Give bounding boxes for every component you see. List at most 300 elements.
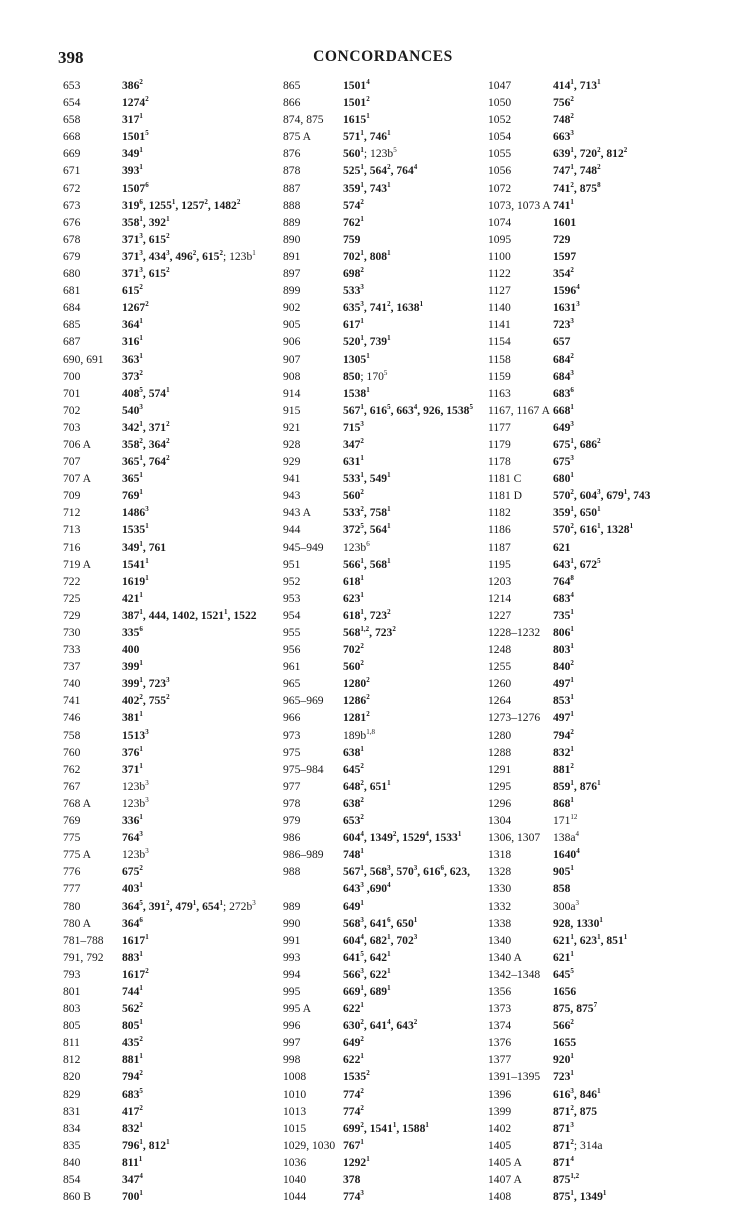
reference-part	[370, 472, 391, 485]
reference-part	[580, 1088, 601, 1101]
reference-text: 414	[553, 79, 571, 92]
reference-superscript: 2	[360, 1103, 364, 1112]
entry-key: 1407 A	[488, 1173, 522, 1186]
reference-superscript: 2	[570, 112, 574, 121]
entry-references	[343, 385, 370, 402]
entry-key: 899	[283, 284, 301, 298]
reference-superscript: 4	[413, 402, 418, 411]
entry-references	[343, 145, 397, 162]
reference-text: 764	[122, 831, 140, 845]
reference-text: 621	[553, 950, 571, 964]
entry-key: 907	[283, 352, 301, 366]
concordance-row	[283, 556, 488, 573]
entry-key: 700	[63, 369, 81, 383]
entry-references	[553, 128, 574, 145]
reference-superscript: 1	[360, 471, 364, 480]
reference-superscript: 2	[413, 1018, 418, 1027]
reference-superscript: 1	[139, 590, 143, 599]
entry-references	[553, 1017, 574, 1034]
reference-superscript: 2	[360, 266, 364, 275]
concordance-row	[488, 898, 703, 915]
reference-part	[370, 182, 391, 195]
entry-key: 1405	[488, 1138, 512, 1152]
concordance-row	[488, 111, 703, 128]
entry-key: 905	[283, 318, 301, 332]
reference-superscript: 3	[360, 966, 364, 975]
entry-references	[122, 1103, 143, 1120]
concordance-row	[283, 333, 488, 350]
reference-superscript: 2	[139, 864, 143, 873]
reference-text: ,	[570, 916, 577, 930]
reference-superscript: 1	[570, 795, 574, 804]
reference-superscript: 5	[387, 402, 391, 411]
reference-part	[122, 951, 143, 964]
reference-superscript: 1	[139, 983, 143, 992]
concordance-row	[63, 1188, 273, 1205]
reference-text: 272b	[229, 899, 253, 913]
reference-text: 641	[369, 1019, 388, 1033]
entry-references	[553, 744, 574, 761]
reference-part	[553, 797, 574, 810]
concordance-row	[488, 761, 703, 778]
reference-part	[122, 130, 149, 143]
reference-text: 525	[343, 164, 361, 178]
reference-text: 744	[122, 984, 140, 998]
entry-key: 994	[283, 967, 301, 981]
reference-superscript: 3	[360, 419, 364, 428]
reference-text: 808	[369, 249, 388, 263]
reference-superscript: 1	[360, 847, 364, 856]
entry-key: 1260	[488, 677, 512, 691]
reference-text: 761	[148, 540, 167, 554]
entry-key: 906	[283, 335, 301, 349]
reference-text: 1640	[553, 848, 577, 862]
reference-part	[553, 113, 574, 126]
reference-text: 615	[148, 267, 167, 281]
reference-part	[343, 917, 364, 930]
reference-part	[122, 318, 143, 331]
entry-key: 1052	[488, 113, 512, 127]
concordance-row	[283, 966, 488, 983]
reference-text: 747	[553, 164, 571, 178]
reference-text: ,	[573, 164, 580, 178]
entry-key: 730	[63, 626, 81, 639]
concordance-row	[488, 470, 703, 487]
reference-superscript: 1	[623, 488, 628, 497]
reference-superscript: 5	[139, 385, 143, 394]
reference-superscript: 1	[139, 607, 143, 616]
reference-text: 123b	[122, 779, 146, 793]
concordance-row	[283, 265, 488, 282]
reference-part	[553, 1019, 574, 1032]
reference-text: ,	[573, 523, 580, 537]
reference-superscript: 1	[570, 932, 574, 941]
reference-text: 123b	[370, 147, 394, 161]
reference-part	[580, 1190, 607, 1203]
concordance-row	[488, 641, 703, 658]
entry-references	[553, 778, 601, 795]
reference-part	[580, 934, 601, 947]
reference-part	[122, 934, 149, 947]
reference-part	[122, 900, 143, 913]
entry-key: 1373	[488, 1002, 512, 1016]
concordance-row	[63, 898, 273, 915]
reference-part	[343, 199, 364, 212]
reference-part	[122, 746, 143, 759]
reference-text: 698	[343, 267, 361, 281]
reference-superscript: 3	[575, 898, 580, 907]
reference-part	[553, 404, 574, 417]
reference-text: 621	[553, 540, 571, 554]
entry-key: 835	[63, 1138, 81, 1152]
entry-key: 977	[283, 779, 301, 793]
reference-part	[396, 301, 423, 314]
reference-superscript: 1	[597, 505, 601, 514]
reference-part	[229, 250, 256, 263]
reference-part	[576, 1002, 597, 1015]
concordance-row	[488, 915, 703, 932]
entry-key: 1402	[488, 1121, 512, 1135]
reference-text: 759	[343, 232, 361, 246]
entry-key: 1304	[488, 814, 512, 828]
reference-part	[370, 506, 391, 519]
reference-text: 645	[553, 967, 571, 981]
reference-superscript: 2	[139, 1069, 143, 1078]
reference-part	[396, 1019, 417, 1032]
entry-key: 780	[63, 899, 81, 913]
concordance-row	[63, 1000, 273, 1017]
reference-text: 1601	[553, 215, 577, 229]
reference-part	[149, 694, 170, 707]
concordance-row	[283, 77, 488, 94]
entry-references	[343, 1086, 364, 1103]
reference-superscript: 3	[145, 778, 149, 787]
reference-text: 723	[148, 677, 167, 691]
reference-text: 645	[343, 762, 361, 776]
reference-text: 387	[122, 608, 140, 622]
entry-key: 941	[283, 472, 301, 486]
reference-text: ,	[363, 164, 370, 178]
reference-text: ,	[142, 249, 149, 263]
entry-references	[553, 111, 574, 128]
entry-key: 951	[283, 557, 301, 571]
reference-part	[343, 164, 364, 177]
reference-text: 435	[122, 1036, 140, 1050]
reference-text: 618	[343, 574, 361, 588]
reference-text: 690	[369, 882, 388, 896]
concordance-row	[63, 214, 273, 231]
reference-superscript: 1	[145, 573, 149, 582]
reference-text: ,	[390, 865, 397, 879]
reference-text: 682	[369, 933, 388, 947]
reference-text: 650	[396, 916, 414, 930]
reference-superscript: 1	[570, 402, 574, 411]
reference-text: ;	[360, 369, 367, 383]
reference-text: 347	[122, 1173, 140, 1186]
entry-key: 801	[63, 984, 81, 998]
reference-part	[122, 1088, 143, 1101]
entry-references	[122, 487, 143, 504]
reference-part	[343, 558, 364, 571]
reference-part	[122, 1070, 143, 1083]
reference-part	[580, 1105, 597, 1118]
entry-references	[122, 282, 143, 299]
reference-superscript: 2	[360, 778, 364, 787]
entry-references	[122, 812, 143, 829]
concordance-row	[488, 709, 703, 726]
reference-text: 774	[343, 1087, 361, 1101]
reference-text: 774	[343, 1190, 361, 1204]
reference-superscript: 2	[166, 898, 170, 907]
reference-text: 1615	[343, 113, 367, 127]
entry-references	[553, 795, 574, 812]
entry-references	[553, 402, 574, 419]
concordance-row	[283, 1086, 488, 1103]
reference-part	[343, 609, 364, 622]
reference-part	[343, 900, 364, 913]
reference-text: 604	[579, 489, 598, 503]
reference-text: 875	[576, 1002, 594, 1016]
reference-part	[396, 404, 417, 417]
concordance-row	[63, 436, 273, 453]
reference-superscript: 3	[360, 881, 364, 890]
reference-superscript: 1	[360, 334, 364, 343]
reference-text: 875	[553, 1002, 571, 1016]
entry-references	[343, 162, 417, 179]
entry-references	[553, 316, 574, 333]
reference-text: 832	[122, 1121, 140, 1135]
entry-key: 1288	[488, 745, 512, 759]
reference-text: 314a	[580, 1138, 603, 1152]
reference-part	[122, 660, 143, 673]
reference-part	[553, 592, 574, 605]
reference-superscript: 5	[145, 129, 149, 138]
entry-references	[553, 1000, 597, 1017]
reference-superscript: 1	[419, 300, 424, 309]
reference-part	[233, 609, 256, 622]
concordance-row	[63, 351, 273, 368]
reference-superscript: 2	[392, 625, 396, 633]
reference-text: 871	[553, 1138, 571, 1152]
reference-part	[343, 472, 364, 485]
entry-key: 1255	[488, 660, 512, 674]
reference-superscript: 2	[387, 607, 391, 616]
entry-references	[122, 880, 143, 897]
concordance-row	[63, 641, 273, 658]
reference-part	[343, 182, 364, 195]
entry-key: 1273–1276	[488, 711, 541, 725]
concordance-row	[488, 983, 703, 1000]
entry-key: 668	[63, 130, 81, 144]
concordance-row	[488, 590, 703, 607]
reference-text: 138a	[553, 831, 576, 845]
reference-superscript: 5	[570, 966, 574, 975]
reference-text: 649	[343, 1036, 361, 1050]
reference-superscript: 1,2	[570, 1172, 580, 1180]
reference-text: ,	[573, 489, 580, 503]
reference-part	[553, 353, 574, 366]
reference-text: 635	[343, 301, 361, 315]
reference-text: 371	[122, 232, 140, 246]
reference-text: ,	[363, 523, 370, 537]
concordance-row	[63, 932, 273, 949]
concordance-row	[488, 1188, 703, 1205]
entry-key: 1214	[488, 591, 512, 605]
reference-text: ,	[600, 489, 607, 503]
reference-text: ,	[573, 1190, 580, 1204]
reference-text: ,	[363, 472, 370, 486]
reference-text: 663	[396, 403, 414, 417]
concordance-row	[283, 214, 488, 231]
entry-key: 1264	[488, 694, 512, 708]
reference-part	[122, 335, 143, 348]
concordance-row	[488, 504, 703, 521]
entry-key: 965	[283, 677, 301, 691]
concordance-row	[63, 111, 273, 128]
concordance-row	[63, 863, 273, 880]
entry-key: 1177	[488, 420, 511, 434]
reference-part	[343, 763, 364, 776]
entry-key: 986	[283, 831, 301, 845]
reference-text: ,	[390, 301, 397, 315]
reference-part	[580, 506, 601, 519]
reference-superscript: 6	[440, 864, 444, 873]
reference-superscript: 2	[360, 505, 364, 514]
reference-superscript: 4	[387, 1018, 391, 1027]
reference-superscript: 1	[570, 607, 574, 616]
entry-references	[122, 966, 149, 983]
reference-text: 663	[553, 130, 571, 144]
entry-references	[122, 761, 143, 778]
reference-part	[122, 780, 149, 793]
entry-key: 1376	[488, 1036, 512, 1050]
reference-text: 571	[343, 130, 361, 144]
reference-part	[343, 985, 364, 998]
reference-part	[553, 130, 574, 143]
reference-text: 794	[122, 1070, 140, 1084]
reference-part	[580, 489, 601, 502]
concordance-row	[488, 299, 703, 316]
reference-superscript: 2	[360, 642, 364, 651]
entry-key: 725	[63, 591, 81, 605]
concordance-row	[63, 231, 273, 248]
reference-text: ;	[222, 899, 230, 913]
reference-superscript: 6	[139, 625, 143, 633]
entry-key: 1141	[488, 318, 511, 332]
concordance-row	[283, 487, 488, 504]
reference-part	[343, 318, 364, 331]
reference-part	[423, 404, 440, 417]
reference-part	[553, 216, 576, 229]
concordance-row	[63, 94, 273, 111]
reference-text: 1588	[402, 1121, 426, 1135]
entry-key: 1122	[488, 267, 511, 281]
reference-superscript: 1	[360, 1052, 364, 1061]
reference-part	[122, 831, 143, 844]
entry-references	[553, 1103, 597, 1120]
reference-text: 850	[343, 369, 361, 383]
entry-key: 988	[283, 865, 301, 879]
reference-text: ,	[142, 677, 149, 691]
reference-part	[122, 353, 143, 366]
reference-superscript: 3	[139, 830, 143, 839]
reference-superscript: 2	[139, 78, 143, 86]
reference-part	[149, 455, 170, 468]
reference-part	[343, 1139, 364, 1152]
entry-references	[343, 795, 364, 812]
reference-superscript: 1	[597, 78, 601, 86]
concordance-row	[63, 829, 273, 846]
reference-part	[172, 609, 195, 622]
reference-superscript: 1	[139, 488, 143, 497]
reference-part	[175, 250, 196, 263]
reference-superscript: 1	[139, 471, 143, 480]
reference-superscript: 1	[387, 522, 391, 531]
concordance-row	[283, 624, 488, 641]
reference-text: 604	[343, 933, 361, 947]
entry-key: 1330	[488, 882, 512, 896]
entry-references	[343, 539, 370, 556]
reference-superscript: 12	[570, 813, 578, 822]
concordance-row	[283, 1137, 488, 1154]
reference-part	[343, 147, 364, 160]
concordance-row	[63, 1017, 273, 1034]
reference-part	[396, 934, 417, 947]
entry-key: 1010	[283, 1087, 307, 1101]
reference-superscript: 1	[570, 949, 574, 958]
entry-key: 701	[63, 386, 81, 400]
reference-superscript: 1	[360, 556, 364, 565]
concordance-row	[283, 880, 488, 897]
reference-superscript: 2	[360, 813, 364, 822]
reference-superscript: 2	[597, 146, 601, 155]
reference-text: 1538	[343, 386, 367, 400]
entry-references	[122, 231, 170, 248]
reference-part	[122, 421, 143, 434]
entry-references	[553, 1086, 601, 1103]
reference-text: ,	[573, 933, 580, 947]
entry-references	[122, 829, 143, 846]
reference-superscript: 2	[623, 146, 628, 155]
concordance-row	[488, 368, 703, 385]
entry-references	[122, 316, 143, 333]
entry-key: 965–969	[283, 694, 324, 708]
reference-superscript: 1	[570, 146, 574, 155]
reference-part	[343, 934, 364, 947]
entry-key: 996	[283, 1019, 301, 1033]
reference-superscript: 1	[387, 471, 391, 480]
reference-part	[553, 609, 574, 622]
entry-references	[122, 436, 170, 453]
entry-references	[343, 932, 417, 949]
concordance-row	[63, 744, 273, 761]
reference-text: 1501	[343, 79, 367, 92]
reference-text: ,	[207, 198, 214, 212]
entry-references	[553, 898, 579, 915]
reference-part	[343, 387, 370, 400]
reference-part	[423, 865, 444, 878]
entry-key: 929	[283, 455, 301, 469]
reference-part	[122, 917, 143, 930]
reference-part	[553, 1173, 579, 1186]
reference-text: 392	[148, 215, 167, 229]
reference-part	[122, 267, 143, 280]
reference-superscript: 1	[360, 864, 364, 873]
reference-text: 669	[343, 984, 361, 998]
concordance-row	[488, 744, 703, 761]
concordance-row	[488, 1086, 703, 1103]
reference-text: 570	[396, 865, 414, 879]
